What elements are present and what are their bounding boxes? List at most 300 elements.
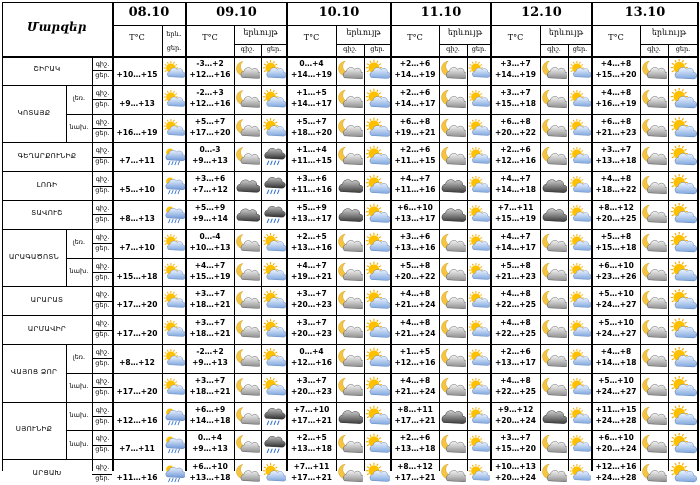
moon-cloud-icon: [541, 232, 567, 255]
day-temp: +14…+18: [595, 358, 637, 367]
moon-cloud-icon: [337, 145, 363, 168]
day-temp: +10…+13: [189, 242, 231, 252]
night-label: գիշ.: [95, 348, 110, 356]
day-label: ցեր.: [95, 215, 110, 223]
sun-cloud-icon: [365, 289, 390, 312]
sun-cloud-icon: [468, 405, 490, 428]
night-temp: +6…+8: [600, 116, 632, 126]
day-temp: +12…+16: [189, 98, 231, 108]
day-label: ցեր.: [95, 243, 110, 252]
subregion-divider: [66, 85, 67, 143]
day-temp: +15…+19: [495, 214, 536, 223]
day-temp: +14…+18: [189, 415, 231, 425]
sun-cloud-icon: [262, 376, 286, 399]
night-temp: +2…+5: [296, 231, 327, 241]
night-temp: +3…+7: [500, 59, 531, 68]
moon-cloud-icon: [641, 232, 667, 255]
moon-cloud-icon: [440, 261, 466, 284]
moon-cloud-icon: [337, 117, 363, 140]
night-temp: +4…+8: [399, 318, 431, 328]
day-temp: +10…+15: [116, 70, 158, 79]
tod-separator: [92, 70, 112, 71]
day-temp: +18…+22: [595, 185, 637, 195]
weather-header: երևույթ: [548, 28, 584, 37]
night-label: գիշ.: [95, 117, 110, 126]
night-temp: +4…+8: [500, 375, 531, 385]
night-temp: -3…+2: [196, 59, 224, 68]
temp-col-line: [234, 25, 235, 471]
night-temp: +4…+8: [600, 87, 632, 97]
night-temp: +5…+10: [598, 318, 634, 328]
night-temp: +4…+8: [500, 318, 531, 328]
moon-cloud-icon: [337, 433, 363, 456]
night-temp: +6…+8: [399, 116, 431, 126]
temp-header: T°C: [608, 33, 624, 42]
subregion-label: նախ.: [69, 439, 89, 448]
weather-split-line: [568, 44, 569, 471]
moon-cloud-icon: [440, 289, 466, 312]
night-temp: +4…+8: [500, 289, 531, 299]
moon-cloud-icon: [641, 174, 667, 197]
sun-cloud-icon: [468, 117, 490, 140]
sun-cloud-icon: [468, 261, 490, 284]
sun-cloud-icon: [569, 405, 591, 428]
temp-col-line: [439, 25, 440, 471]
night-temp: +3…+7: [194, 289, 226, 299]
sun-cloud-icon: [669, 347, 697, 370]
weather-day-header: ցեր.: [471, 45, 487, 53]
day-temp: +17…+20: [116, 329, 158, 339]
day-temp: +17…+20: [116, 300, 158, 310]
moon-cloud-icon: [440, 462, 466, 485]
row-separator: [66, 430, 698, 431]
day-temp: +17…+20: [189, 127, 231, 137]
day-temp: +13…+16: [291, 242, 332, 252]
sun-cloud-icon: [365, 347, 390, 370]
day-temp: +20…+24: [495, 415, 536, 425]
moon-cloud-icon: [337, 462, 363, 485]
moon-cloud-icon: [641, 59, 667, 82]
night-temp: +5…+7: [194, 116, 226, 126]
sun-cloud-icon: [669, 405, 697, 428]
sun-cloud-icon: [569, 347, 591, 370]
moon-cloud-icon: [641, 405, 667, 428]
sun-cloud-icon: [669, 433, 697, 456]
temp-col-line: [640, 25, 641, 471]
night-temp: +4…+8: [399, 289, 431, 299]
day-temp: +20…+24: [495, 473, 536, 483]
sun-cloud-icon: [163, 117, 185, 140]
region-separator: [2, 171, 698, 172]
region-separator: [2, 286, 698, 287]
night-temp: +4…+8: [600, 347, 632, 356]
day-temp: +20…+22: [495, 127, 536, 137]
day-temp: +9…+14: [192, 214, 228, 223]
temp-header: T°C: [507, 33, 524, 42]
tod-separator: [92, 416, 112, 417]
sun-cloud-icon: [163, 261, 185, 284]
weather-day-header: ցեր.: [370, 45, 385, 53]
day-temp: +13…+18: [595, 156, 637, 166]
temp-col-line: [540, 25, 541, 471]
moon-cloud-icon: [541, 59, 567, 82]
moon-cloud-icon: [440, 433, 466, 456]
day-label: ցեր.: [95, 99, 110, 108]
date-header: 13.10: [624, 5, 666, 20]
day-label: ցեր.: [95, 71, 110, 79]
sun-cloud-icon: [468, 203, 490, 226]
sun-cloud-icon: [262, 232, 286, 255]
sun-cloud-icon: [163, 232, 185, 255]
weather-night-header: գիշ.: [240, 45, 255, 53]
weather-night-header: գիշ.: [446, 45, 460, 53]
weather-header: երև.: [166, 30, 182, 38]
moon-cloud-icon: [641, 88, 667, 111]
night-temp: +4…+7: [500, 231, 531, 241]
subregion-divider: [66, 402, 67, 460]
day-temp: +24…+27: [595, 300, 637, 310]
night-temp: +6…+10: [598, 433, 634, 443]
sun-cloud-icon: [163, 318, 185, 341]
sun-cloud-icon: [569, 289, 591, 312]
sun-cloud-icon: [262, 261, 286, 284]
night-label: գիշ.: [95, 405, 110, 414]
night-temp: +3…+7: [500, 433, 531, 443]
sun-cloud-icon: [468, 433, 490, 456]
sun-cloud-icon: [569, 59, 591, 82]
day-label: ցեր.: [95, 474, 110, 483]
sun-cloud-icon: [365, 88, 390, 111]
night-temp: 0…+4: [299, 59, 324, 68]
moon-cloud-icon: [337, 88, 363, 111]
tod-col-line: [112, 2, 114, 471]
sun-cloud-icon: [669, 318, 697, 341]
day-temp: +7…+11: [119, 156, 155, 166]
sun-cloud-icon: [669, 117, 697, 140]
night-temp: +3…+7: [296, 375, 327, 385]
table-title: Մարզեր: [27, 20, 87, 34]
region-name: ՍՅՈՒՆԻՔ: [15, 425, 53, 434]
night-temp: +2…+6: [399, 145, 431, 155]
day-col-line: [390, 2, 392, 471]
night-temp: +4…+7: [296, 260, 327, 270]
rain-icon: [262, 174, 286, 197]
day-temp: +14…+19: [394, 70, 436, 79]
date-header: 08.10: [128, 5, 170, 20]
weather-split-line: [668, 44, 669, 471]
night-temp: +4…+7: [500, 174, 531, 184]
moon-cloud-icon: [641, 203, 667, 226]
moon-cloud-icon: [641, 117, 667, 140]
day-temp: +20…+23: [291, 300, 332, 310]
day-temp: +21…+24: [394, 300, 436, 310]
region-name: ԿՈՏԱՅՔ: [17, 108, 51, 117]
date-header: 10.10: [318, 5, 360, 20]
night-label: գիշ.: [95, 290, 110, 299]
region-col-line: [92, 56, 93, 471]
day-temp: +14…+17: [495, 242, 536, 252]
day-temp: +14…+17: [291, 98, 332, 108]
night-temp: +12…+16: [595, 462, 637, 472]
day-label: ցեր.: [95, 301, 110, 310]
row-separator: [66, 373, 698, 374]
sun-cloud-icon: [569, 433, 591, 456]
night-temp: +3…+7: [296, 318, 327, 328]
sun-cloud-icon: [569, 462, 591, 485]
sun-cloud-icon: [365, 59, 390, 82]
night-temp: +8…+12: [397, 462, 433, 472]
day-temp: +15…+20: [595, 70, 637, 79]
sun-cloud-icon: [365, 232, 390, 255]
dark-cloud-icon: [337, 203, 363, 226]
region-separator: [2, 344, 698, 345]
moon-cloud-icon: [440, 117, 466, 140]
moon-cloud-icon: [440, 232, 466, 255]
day-temp: +21…+23: [495, 271, 536, 281]
cloud-rain-icon: [163, 145, 185, 168]
moon-cloud-icon: [235, 117, 260, 140]
subregion-label: լեռ.: [72, 238, 86, 247]
moon-cloud-icon: [440, 376, 466, 399]
night-temp: +4…+8: [600, 174, 632, 184]
day-temp: +14…+17: [394, 98, 436, 108]
night-temp: 0…-3: [199, 145, 221, 155]
moon-cloud-icon: [541, 433, 567, 456]
sun-cloud-icon: [262, 289, 286, 312]
sun-cloud-icon: [569, 376, 591, 399]
sun-cloud-icon: [468, 145, 490, 168]
dark-cloud-icon: [235, 174, 260, 197]
day-temp: +20…+22: [394, 271, 436, 281]
region-name: ԱՐՄԱՎԻՐ: [27, 324, 67, 333]
day-temp: +24…+27: [595, 386, 637, 396]
tod-separator: [92, 186, 112, 187]
weather-header: երևույթ: [447, 28, 483, 37]
night-temp: +2…+6: [500, 145, 531, 155]
header-subline: [540, 44, 592, 45]
moon-cloud-icon: [337, 289, 363, 312]
day-temp: +8…+12: [119, 358, 155, 367]
temp-col-line: [336, 25, 337, 471]
night-label: գիշ.: [95, 88, 110, 97]
day-temp: +9…+13: [119, 98, 155, 108]
row-separator: [66, 114, 698, 115]
tod-separator: [92, 358, 112, 359]
moon-cloud-icon: [440, 318, 466, 341]
night-temp: +3…+7: [194, 375, 226, 385]
sun-cloud-icon: [365, 117, 390, 140]
weather-day-header: ցեր.: [266, 45, 282, 53]
sun-cloud-icon: [468, 289, 490, 312]
day-temp: +11…+15: [394, 156, 436, 166]
dark-cloud-icon: [541, 203, 567, 226]
night-temp: +5…+8: [600, 231, 632, 241]
day-temp: +15…+18: [595, 242, 637, 252]
dark-cloud-icon: [541, 405, 567, 428]
day-temp: +20…+25: [595, 214, 637, 223]
sun-cloud-icon: [669, 289, 697, 312]
sun-cloud-icon: [262, 88, 286, 111]
tod-separator: [92, 387, 112, 388]
sun-cloud-icon: [669, 261, 697, 284]
weather-split-line: [467, 44, 468, 471]
tod-separator: [92, 301, 112, 302]
moon-cloud-icon: [641, 462, 667, 485]
sun-cloud-icon: [163, 289, 185, 312]
night-temp: +1…+5: [399, 347, 431, 356]
day-temp: +9…+13: [192, 358, 228, 367]
sun-cloud-icon: [262, 347, 286, 370]
day-label: ցեր.: [95, 445, 110, 454]
night-temp: +8…+12: [598, 203, 634, 212]
day-temp: +9…+13: [192, 156, 228, 166]
temp-header: T°C: [202, 33, 218, 42]
night-label: գիշ.: [95, 261, 110, 270]
region-name: ԼՈՌԻ: [36, 180, 58, 189]
dark-cloud-icon: [440, 203, 466, 226]
sun-cloud-icon: [569, 318, 591, 341]
temp-header: T°C: [303, 33, 320, 42]
moon-cloud-icon: [541, 117, 567, 140]
day-temp: +11…+15: [291, 156, 332, 166]
day-temp: +20…+24: [595, 444, 637, 454]
night-temp: -2…+2: [196, 347, 224, 356]
day-col-line: [490, 2, 492, 471]
moon-cloud-icon: [337, 59, 363, 82]
day-temp: +21…+23: [595, 127, 637, 137]
dark-cloud-icon: [337, 405, 363, 428]
night-temp: +9…+12: [497, 404, 534, 414]
region-separator: [2, 142, 698, 143]
moon-cloud-icon: [440, 59, 466, 82]
night-temp: +6…+9: [194, 404, 226, 414]
weather-day-header: ցեր.: [572, 45, 588, 53]
day-temp: +12…+16: [291, 358, 332, 367]
day-temp: +13…+17: [394, 214, 436, 223]
moon-cloud-icon: [235, 347, 260, 370]
moon-cloud-icon: [641, 347, 667, 370]
moon-cloud-icon: [235, 261, 260, 284]
day-temp: +22…+25: [495, 300, 536, 310]
day-label: ցեր.: [95, 387, 110, 396]
sun-cloud-icon: [569, 232, 591, 255]
day-temp: +14…+19: [291, 70, 332, 79]
tod-separator: [92, 272, 112, 273]
day-temp: +12…+16: [189, 70, 231, 79]
day-temp: +13…+17: [495, 358, 536, 367]
weather-header: երևույթ: [243, 28, 278, 37]
sun-cloud-icon: [468, 318, 490, 341]
day-temp: +19…+21: [394, 127, 436, 137]
day-temp: +16…+19: [116, 127, 158, 137]
region-name: ՇԻՐԱԿ: [33, 65, 61, 74]
day-temp: +17…+21: [291, 473, 332, 483]
moon-cloud-icon: [440, 347, 466, 370]
moon-cloud-icon: [235, 88, 260, 111]
rain-icon: [262, 433, 286, 456]
rain-icon: [262, 203, 286, 226]
moon-cloud-icon: [541, 261, 567, 284]
day-temp: +24…+27: [595, 329, 637, 339]
region-separator: [2, 229, 698, 230]
sun-cloud-icon: [669, 232, 697, 255]
night-temp: +3…+6: [399, 231, 431, 241]
day-temp: +13…+18: [189, 473, 231, 483]
day-temp: +20…+23: [291, 329, 332, 339]
subregion-label: լեռ.: [72, 353, 86, 362]
night-temp: +7…+10: [293, 404, 330, 414]
day-temp: +18…+21: [189, 300, 231, 310]
day-temp: +14…+18: [495, 185, 536, 195]
dark-cloud-icon: [337, 174, 363, 197]
sun-cloud-icon: [163, 376, 185, 399]
sun-cloud-icon: [569, 88, 591, 111]
day-temp: +17…+21: [291, 415, 332, 425]
night-temp: +7…+11: [293, 462, 330, 472]
day-temp: +18…+21: [189, 386, 231, 396]
day-label: ցեր.: [95, 186, 110, 195]
night-temp: 0…+4: [299, 347, 324, 356]
sun-cloud-icon: [569, 117, 591, 140]
region-separator: [2, 402, 698, 403]
sun-cloud-icon: [365, 174, 390, 197]
day-temp: +22…+25: [495, 329, 536, 339]
moon-cloud-icon: [235, 433, 260, 456]
day-temp: +15…+19: [189, 271, 231, 281]
night-temp: +6…+10: [397, 203, 433, 212]
moon-cloud-icon: [541, 289, 567, 312]
sun-cloud-icon: [669, 88, 697, 111]
sun-cloud-icon: [569, 174, 591, 197]
night-temp: +4…+7: [399, 174, 431, 184]
night-temp: +1…+4: [296, 145, 327, 155]
region-separator: [2, 85, 698, 86]
region-name: ԱՐՑԱԽ: [32, 468, 62, 477]
moon-cloud-icon: [541, 347, 567, 370]
weather-day-header: ցեր.: [166, 44, 182, 52]
night-temp: +1…+5: [296, 87, 327, 97]
night-temp: +2…+6: [399, 87, 431, 97]
tod-separator: [92, 99, 112, 100]
day-label: ցեր.: [95, 272, 110, 281]
sun-cloud-icon: [365, 203, 390, 226]
day-temp: +5…+10: [119, 185, 155, 195]
moon-cloud-icon: [235, 405, 260, 428]
day-temp: +7…+10: [119, 242, 155, 252]
sun-cloud-icon: [365, 318, 390, 341]
moon-cloud-icon: [641, 318, 667, 341]
moon-cloud-icon: [337, 232, 363, 255]
header-bottom-line: [2, 56, 698, 58]
day-temp: +9…+13: [192, 444, 228, 454]
weather-day-header: ցեր.: [675, 45, 691, 53]
region-name: ՎԱՅՈՑ ՁՈՐ: [10, 367, 58, 376]
night-label: գիշ.: [95, 463, 110, 472]
night-temp: +6…+8: [500, 116, 531, 126]
night-temp: +4…+7: [194, 260, 226, 270]
night-temp: +5…+9: [296, 203, 327, 212]
day-temp: +14…+19: [495, 70, 536, 79]
sun-cloud-icon: [163, 59, 185, 82]
sun-cloud-icon: [163, 88, 185, 111]
tod-separator: [92, 128, 112, 129]
night-temp: +11…+15: [595, 404, 637, 414]
temp-col-line: [162, 25, 163, 471]
weather-split-line: [261, 44, 262, 471]
weather-night-header: գիշ.: [343, 45, 357, 53]
sun-cloud-icon: [365, 376, 390, 399]
moon-cloud-icon: [541, 88, 567, 111]
